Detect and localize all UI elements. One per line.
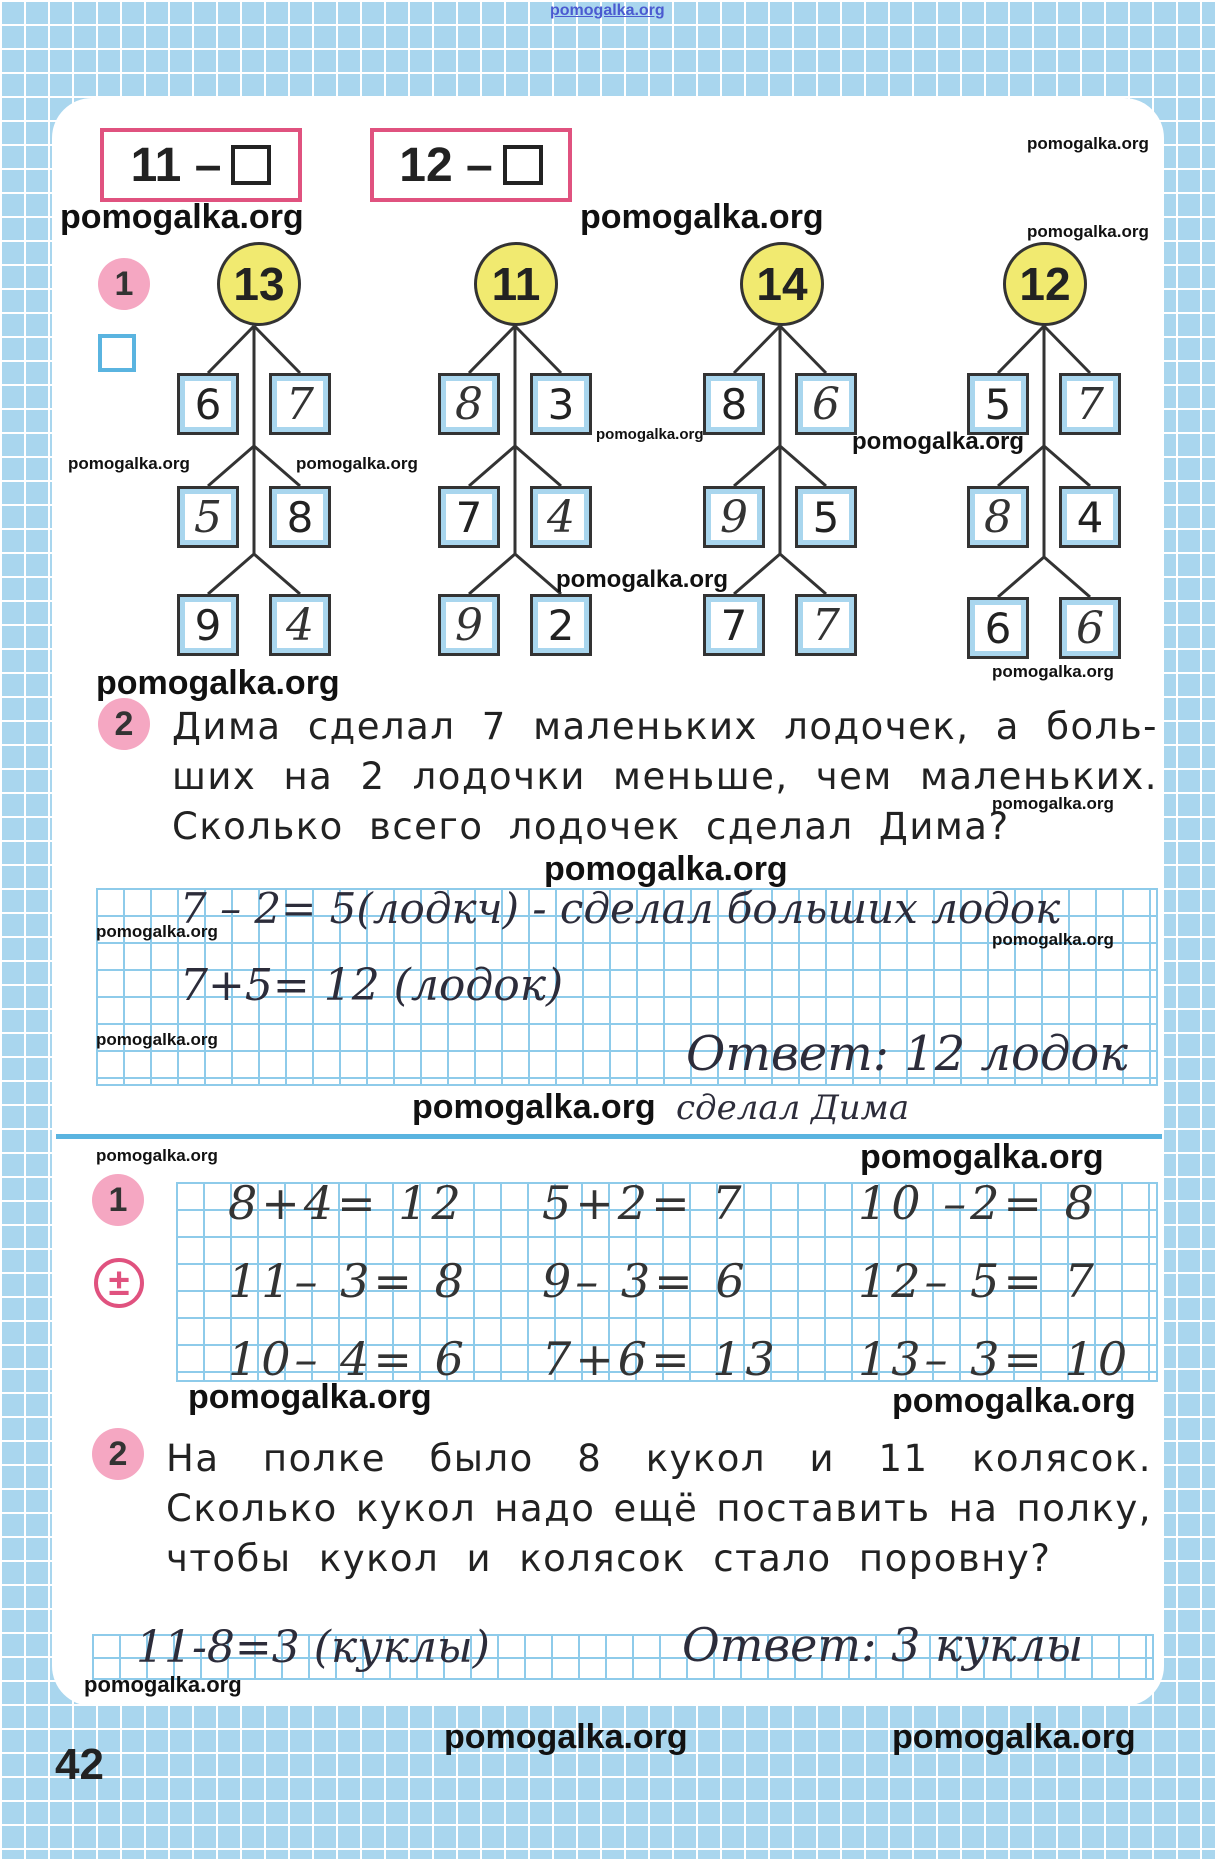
number-box <box>530 594 592 656</box>
watermark: pomogalka.org <box>60 198 304 236</box>
task-number-badge: 1 <box>92 1174 144 1226</box>
top-watermark[interactable]: pomogalka.org <box>550 2 665 19</box>
task-text-line: Сколько всего лодочек сделал Дима? <box>172 805 1010 848</box>
task-number-badge: 2 <box>98 698 150 750</box>
handwritten-solution-line: 11-8=3 (куклы) <box>136 1622 490 1673</box>
header-box-11-label: 11 – <box>130 138 222 192</box>
number-box-value: 7 <box>1067 381 1113 427</box>
page-number: 42 <box>55 1740 104 1789</box>
number-box-value: 4 <box>1067 494 1113 540</box>
watermark: pomogalka.org <box>412 1088 656 1126</box>
tree-root-circle: 11 <box>474 242 558 326</box>
watermark: pomogalka.org <box>992 662 1114 681</box>
number-box <box>177 373 239 435</box>
tree-root-circle: 13 <box>217 242 301 326</box>
watermark: pomogalka.org <box>96 922 218 941</box>
watermark: pomogalka.org <box>1027 134 1149 153</box>
tree-root-circle: 14 <box>740 242 824 326</box>
number-box <box>795 373 857 435</box>
equation: 7+6= 13 <box>542 1332 779 1386</box>
equation: 12– 5= 7 <box>858 1254 1098 1308</box>
watermark: pomogalka.org <box>992 930 1114 949</box>
number-box <box>703 486 765 548</box>
equation: 8+4= 12 <box>228 1176 465 1230</box>
number-box-value: 9 <box>185 602 231 648</box>
watermark: pomogalka.org <box>580 198 824 236</box>
watermark: pomogalka.org <box>96 664 340 702</box>
task-text-line: На полке было 8 кукол и 11 колясок. <box>166 1437 1152 1480</box>
handwritten-solution-line: 7 – 2= 5(лодкч) - сделал больших лодок <box>180 884 1061 933</box>
watermark: pomogalka.org <box>556 566 729 593</box>
number-box <box>438 373 500 435</box>
handwritten-solution-line: 7+5= 12 (лодок) <box>180 960 564 1011</box>
number-box-value: 7 <box>277 381 323 427</box>
number-box-value: 3 <box>538 381 584 427</box>
task-number-badge: 1 <box>98 258 150 310</box>
number-box <box>269 594 331 656</box>
number-box <box>269 373 331 435</box>
number-box <box>1059 486 1121 548</box>
number-box-value: 2 <box>538 602 584 648</box>
number-box-value: 9 <box>711 494 757 540</box>
number-box <box>438 594 500 656</box>
number-box <box>703 594 765 656</box>
number-box-value: 8 <box>975 494 1021 540</box>
watermark: pomogalka.org <box>892 1382 1136 1420</box>
watermark: pomogalka.org <box>1027 222 1149 241</box>
task-text <box>166 1434 1152 1584</box>
number-box <box>1059 373 1121 435</box>
number-box <box>530 486 592 548</box>
number-box <box>967 373 1029 435</box>
watermark: pomogalka.org <box>96 1030 218 1049</box>
watermark: pomogalka.org <box>544 850 788 888</box>
header-box-11 <box>100 128 302 202</box>
number-box <box>177 594 239 656</box>
task-text-line: Дима сделал 7 маленьких лодочек, а боль- <box>172 705 1158 748</box>
number-box-value: 6 <box>185 381 231 427</box>
number-box-value: 7 <box>711 602 757 648</box>
watermark: pomogalka.org <box>68 454 190 473</box>
equation: 11– 3= 8 <box>228 1254 468 1308</box>
watermark: pomogalka.org <box>852 428 1025 455</box>
handwritten-answer: Ответ: 3 куклы <box>682 1618 1084 1672</box>
task-text-line: Сколько кукол надо ещё поставить на полку, <box>166 1487 1152 1530</box>
task-text-line: ших на 2 лодочки меньше, чем маленьких. <box>172 755 1158 798</box>
number-box <box>703 373 765 435</box>
watermark: pomogalka.org <box>444 1718 688 1756</box>
equation: 10 –2= 8 <box>858 1176 1098 1230</box>
number-box <box>438 486 500 548</box>
number-box-value: 7 <box>446 494 492 540</box>
equation: 13– 3= 10 <box>858 1332 1132 1386</box>
number-box <box>967 486 1029 548</box>
watermark: pomogalka.org <box>892 1718 1136 1756</box>
plus-minus-icon: ± <box>94 1258 144 1308</box>
checkbox-square[interactable] <box>98 334 136 372</box>
number-box-value: 4 <box>538 494 584 540</box>
watermark: pomogalka.org <box>96 1146 218 1165</box>
task-text <box>172 702 1158 852</box>
task-text-line: чтобы кукол и колясок стало поровну? <box>166 1537 1052 1580</box>
empty-square-icon <box>503 145 543 185</box>
number-box <box>530 373 592 435</box>
watermark: pomogalka.org <box>188 1378 432 1416</box>
handwritten-answer-continuation: сделал Дима <box>676 1088 910 1128</box>
number-box <box>1059 597 1121 659</box>
number-box-value: 8 <box>446 381 492 427</box>
watermark: pomogalka.org <box>992 794 1114 813</box>
empty-square-icon <box>231 145 271 185</box>
handwritten-answer: Ответ: 12 лодок <box>686 1026 1128 1082</box>
equation: 9– 3= 6 <box>542 1254 749 1308</box>
number-box-value: 5 <box>803 494 849 540</box>
number-box-value: 6 <box>1067 605 1113 651</box>
task-number-badge: 2 <box>92 1428 144 1480</box>
header-box-12 <box>370 128 572 202</box>
number-box-value: 8 <box>711 381 757 427</box>
number-box-value: 9 <box>446 602 492 648</box>
number-box <box>967 597 1029 659</box>
number-box-value: 6 <box>975 605 1021 651</box>
number-box-value: 5 <box>975 381 1021 427</box>
number-box <box>177 486 239 548</box>
watermark: pomogalka.org <box>296 454 418 473</box>
number-box-value: 4 <box>277 602 323 648</box>
number-box-value: 8 <box>277 494 323 540</box>
number-box <box>269 486 331 548</box>
number-box-value: 6 <box>803 381 849 427</box>
number-box-value: 5 <box>185 494 231 540</box>
equation: 5+2= 7 <box>542 1176 746 1230</box>
number-box <box>795 486 857 548</box>
number-box-value: 7 <box>803 602 849 648</box>
number-box <box>795 594 857 656</box>
equation: 10– 4= 6 <box>228 1332 468 1386</box>
watermark: pomogalka.org <box>596 426 704 443</box>
watermark: pomogalka.org <box>84 1672 242 1697</box>
watermark: pomogalka.org <box>860 1138 1104 1176</box>
header-box-12-label: 12 – <box>399 138 493 192</box>
tree-root-circle: 12 <box>1003 242 1087 326</box>
